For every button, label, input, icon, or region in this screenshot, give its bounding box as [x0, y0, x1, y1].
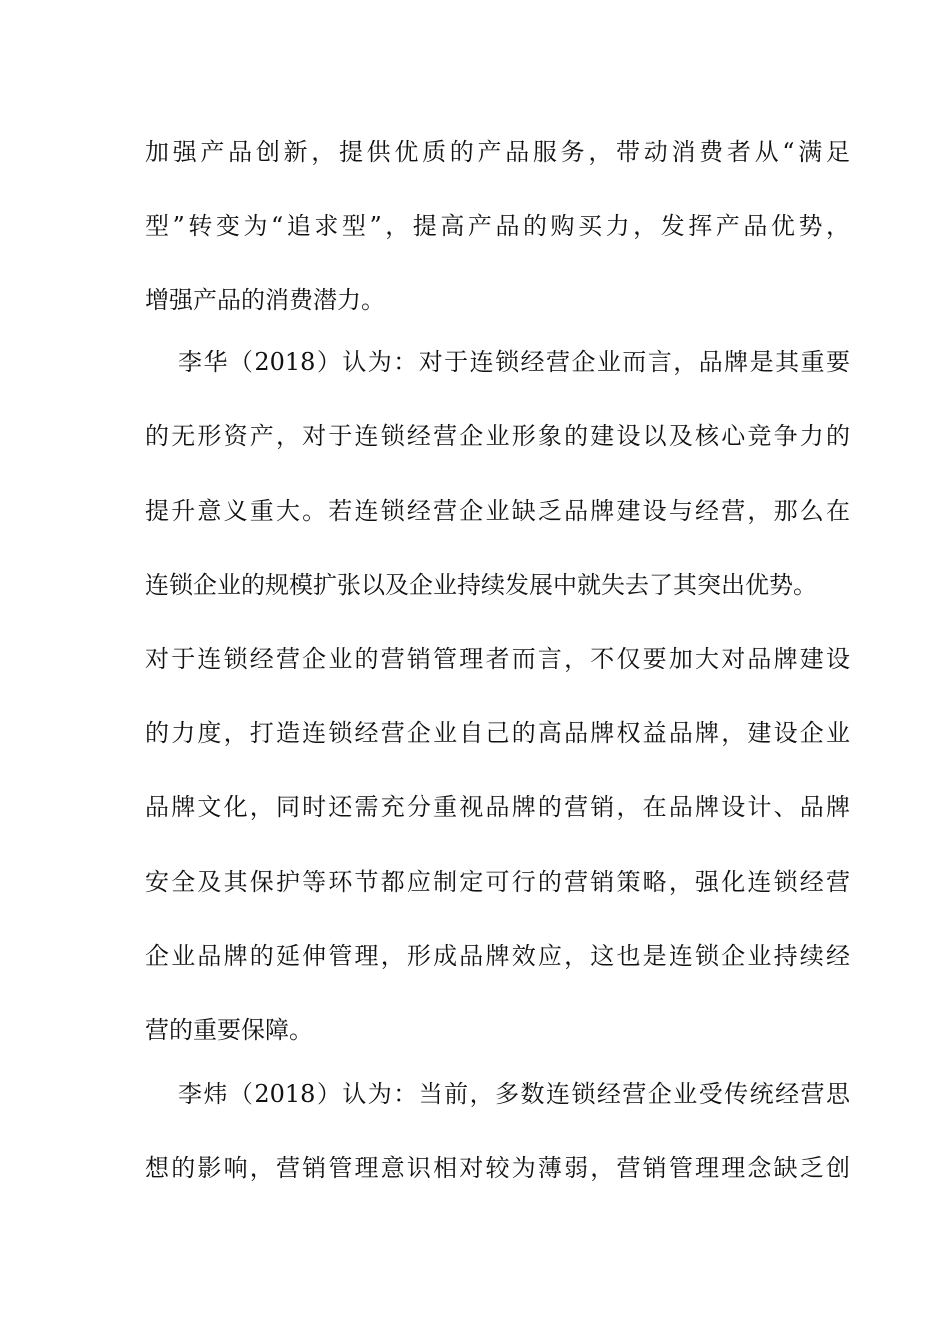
text-line: 企业品牌的延伸管理，形成品牌效应，这也是连锁企业持续经: [145, 942, 850, 970]
text-line: 增强产品的消费潜力。: [145, 286, 385, 314]
text-line: 李华（2018）认为：对于连锁经营企业而言，品牌是其重要: [178, 348, 850, 376]
text-line: 营的重要保障。: [145, 1016, 313, 1044]
text-line: 对于连锁经营企业的营销管理者而言，不仅要加大对品牌建设: [145, 645, 850, 673]
text-line: 品牌文化，同时还需充分重视品牌的营销，在品牌设计、品牌: [145, 793, 850, 821]
text-line: 连锁企业的规模扩张以及企业持续发展中就失去了其突出优势。: [145, 571, 817, 599]
text-line: 想的影响，营销管理意识相对较为薄弱，营销管理理念缺乏创: [145, 1154, 850, 1182]
text-line: 安全及其保护等环节都应制定可行的营销策略，强化连锁经营: [145, 868, 850, 896]
text-line: 型”转变为“追求型”，提高产品的购买力，发挥产品优势，: [145, 212, 850, 240]
text-line: 李炜（2018）认为：当前，多数连锁经营企业受传统经营思: [178, 1080, 850, 1108]
text-line: 提升意义重大。若连锁经营企业缺乏品牌建设与经营，那么在: [145, 497, 850, 525]
text-line: 的无形资产，对于连锁经营企业形象的建设以及核心竞争力的: [145, 422, 850, 450]
text-line: 加强产品创新，提供优质的产品服务，带动消费者从“满足: [145, 138, 850, 166]
text-line: 的力度，打造连锁经营企业自己的高品牌权益品牌，建设企业: [145, 719, 850, 747]
